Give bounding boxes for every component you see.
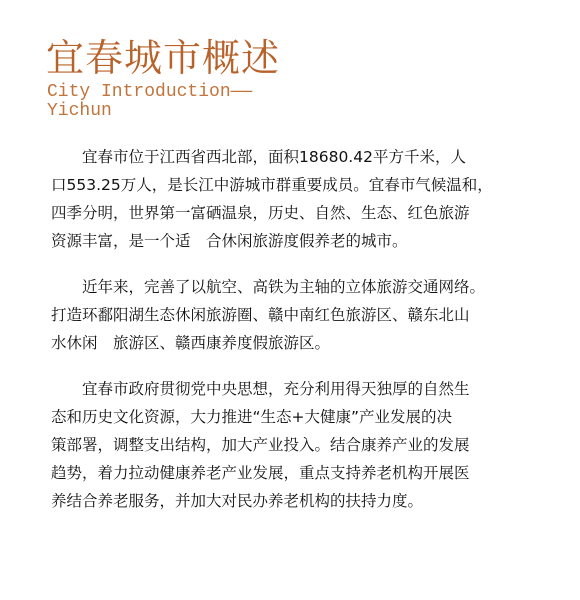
article-body	[51, 143, 561, 533]
paragraph-intro	[51, 143, 561, 255]
text-line: 打造环鄱阳湖生态休闲旅游圈、赣中南红色旅游区、赣东北山	[51, 306, 470, 324]
text-line: 四季分明，世界第一富硒温泉，历史、自然、生态、红色旅游	[51, 204, 470, 222]
text-line: 趋势，着力拉动健康养老产业发展，重点支持养老机构开展医	[51, 464, 470, 482]
text-line: 养结合养老服务，并加大对民办养老机构的扶持力度。	[51, 492, 424, 510]
page-title: 宜春城市概述	[46, 36, 281, 80]
paragraph-policy	[51, 375, 561, 515]
text-line: 近年来，完善了以航空、高铁为主轴的立体旅游交通网络。	[51, 278, 486, 296]
text-line: 宜春市政府贯彻党中央思想，充分利用得天独厚的自然生	[51, 380, 470, 398]
subtitle-line-2: Yichun	[47, 101, 112, 121]
subtitle-line-1: City Introduction——	[47, 82, 253, 102]
text-line: 口553.25万人，是长江中游城市群重要成员。宜春市气候温和，	[51, 176, 493, 194]
page-subtitle	[47, 83, 252, 121]
paragraph-tourism	[51, 273, 561, 357]
text-line: 资源丰富，是一个适 合休闲旅游度假养老的城市。	[51, 232, 408, 250]
text-line: 策部署，调整支出结构，加大产业投入。结合康养产业的发展	[51, 436, 470, 454]
text-line: 态和历史文化资源，大力推进“生态+大健康”产业发展的决	[51, 408, 453, 426]
text-line: 水休闲 旅游区、赣西康养度假旅游区。	[51, 334, 331, 352]
text-line: 宜春市位于江西省西北部，面积18680.42平方千米，人	[51, 148, 466, 166]
